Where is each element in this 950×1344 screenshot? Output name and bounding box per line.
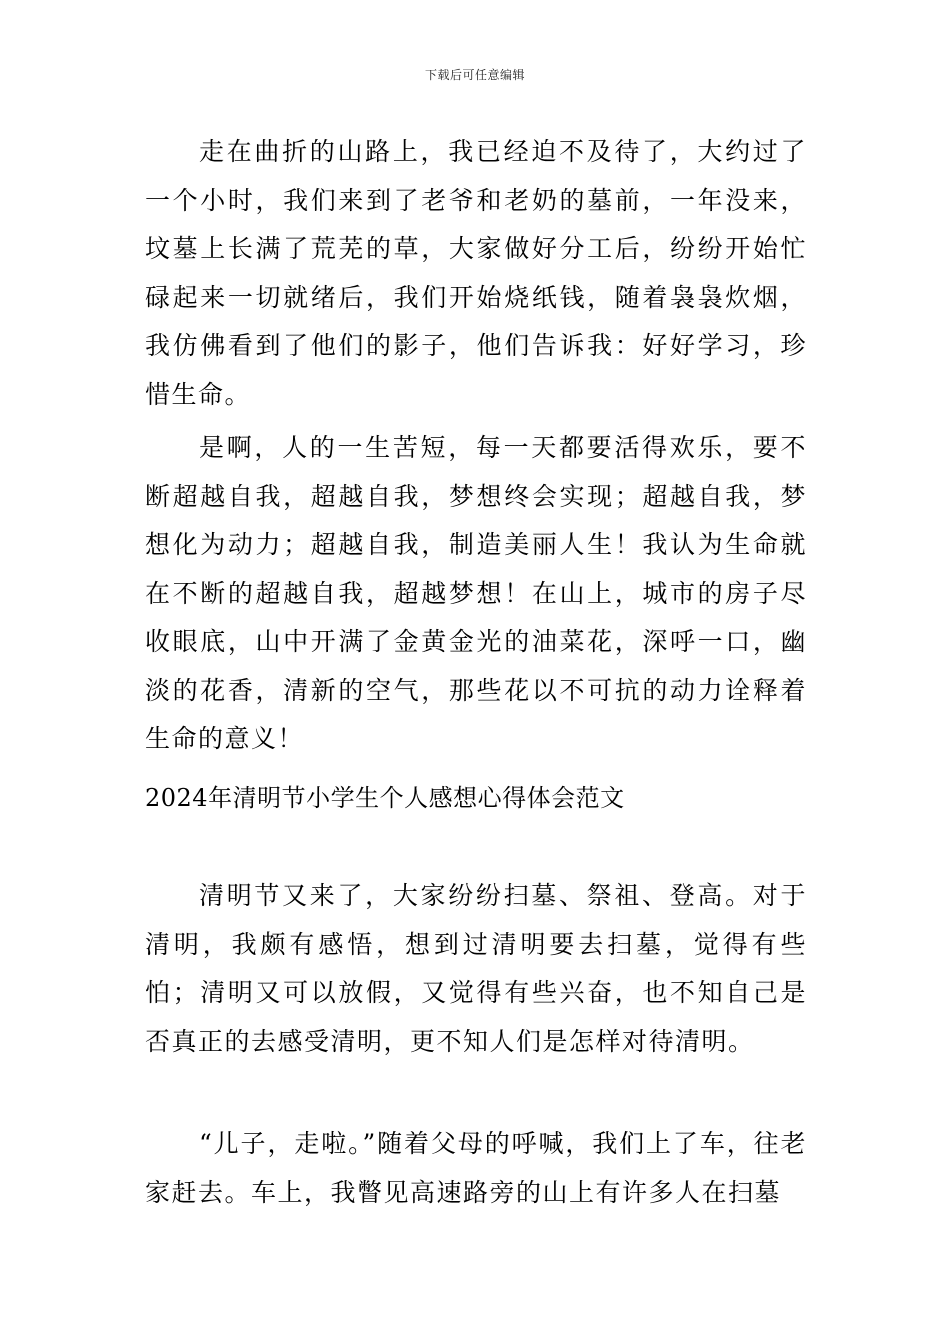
paragraph-2: 是啊，人的一生苦短，每一天都要活得欢乐，要不断超越自我，超越自我，梦想终会实现；超越自我，梦想化为动力；超越自我，制造美丽人生！我认为生命就在不断的超越自我，超越梦想！在山上，城市的房子尽收眼底，山中开满了金黄金光的油菜花，深呼一口，幽淡的花香，清新的空气，那些花以不可抗的动力诠释着生命的意义！ bbox=[145, 433, 807, 753]
paragraph-4: “儿子，走啦。”随着父母的呼喊，我们上了车，往老家赶去。车上，我瞥见高速路旁的山上有许多人在扫墓 bbox=[145, 1129, 807, 1207]
paragraph-3: 清明节又来了，大家纷纷扫墓、祭祖、登高。对于清明，我颇有感悟，想到过清明要去扫墓，觉得有些怕；清明又可以放假，又觉得有些兴奋，也不知自己是否真正的去感受清明，更不知人们是怎样对待清明。 bbox=[145, 881, 807, 1056]
section-title: 2024年清明节小学生个人感想心得体会范文 bbox=[145, 784, 625, 812]
paragraph-1: 走在曲折的山路上，我已经迫不及待了，大约过了一个小时，我们来到了老爷和老奶的墓前，一年没来，坟墓上长满了荒芜的草，大家做好分工后，纷纷开始忙碌起来一切就绪后，我们开始烧纸钱，随着袅袅炊烟，我仿佛看到了他们的影子，他们告诉我：好好学习，珍惜生命。 bbox=[145, 137, 807, 409]
page-header: 下载后可任意编辑 bbox=[424, 68, 525, 82]
